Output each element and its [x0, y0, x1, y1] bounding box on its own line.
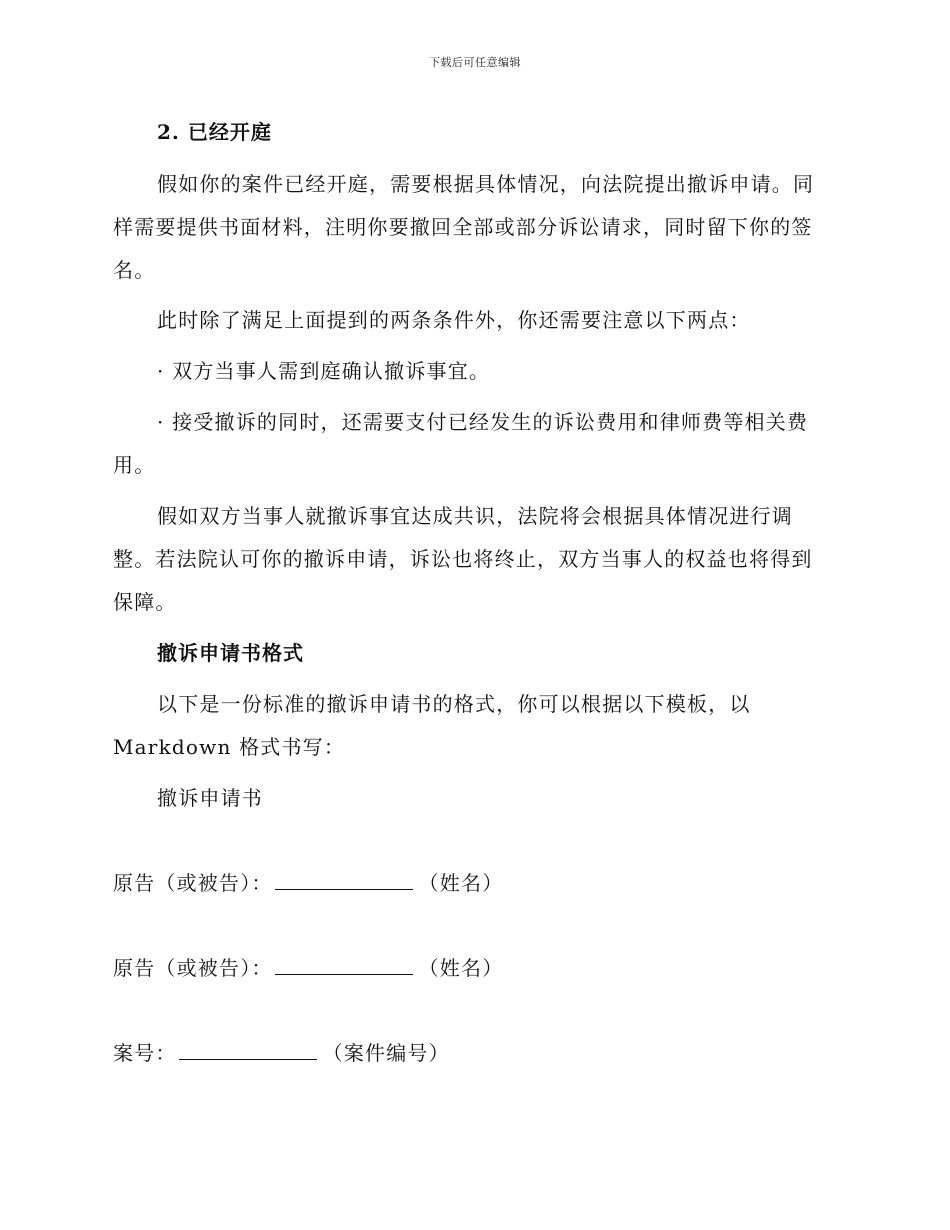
paragraph-line: 以下是一份标准的撤诉申请书的格式，你可以根据以下模板，以 [157, 692, 751, 716]
form-field-plaintiff-1 [113, 867, 503, 896]
paragraph-line: 假如双方当事人就撤诉事宜达成共识，法院将会根据具体情况进行调 [157, 504, 793, 528]
template-title: 撤诉申请书 [157, 786, 263, 810]
field-note: （姓名） [418, 956, 504, 980]
fill-in-blank [179, 1040, 317, 1060]
field-note: （姓名） [418, 871, 504, 895]
fill-in-blank [275, 955, 413, 975]
paragraph-line: 保障。 [113, 590, 177, 614]
page-header: 下载后可任意编辑 [429, 56, 521, 69]
field-label: 原告（或被告）： [113, 871, 273, 895]
section-heading-opened: 2. 已经开庭 [157, 120, 272, 144]
paragraph-line: 此时除了满足上面提到的两条条件外，你还需要注意以下两点： [157, 308, 751, 332]
bullet-item-continuation: 用。 [113, 453, 156, 477]
field-note: （案件编号） [322, 1041, 450, 1065]
paragraph-line: 名。 [113, 258, 156, 282]
paragraph-line: 假如你的案件已经开庭，需要根据具体情况，向法院提出撤诉申请。同 [157, 172, 815, 196]
paragraph-line: 整。若法院认可你的撤诉申请，诉讼也将终止，双方当事人的权益也将得到 [113, 547, 813, 571]
form-field-case-number [113, 1037, 450, 1066]
paragraph-line: 样需要提供书面材料，注明你要撤回全部或部分诉讼请求，同时留下你的签 [113, 215, 813, 239]
section-heading-format: 撤诉申请书格式 [157, 641, 304, 665]
bullet-item: · 双方当事人需到庭确认撤诉事宜。 [157, 359, 491, 383]
form-field-plaintiff-2 [113, 952, 503, 981]
fill-in-blank [275, 870, 413, 890]
paragraph-line: Markdown 格式书写： [113, 735, 346, 759]
field-label: 案号： [113, 1041, 177, 1065]
bullet-item: · 接受撤诉的同时，还需要支付已经发生的诉讼费用和律师费等相关费 [157, 410, 809, 434]
field-label: 原告（或被告）： [113, 956, 273, 980]
